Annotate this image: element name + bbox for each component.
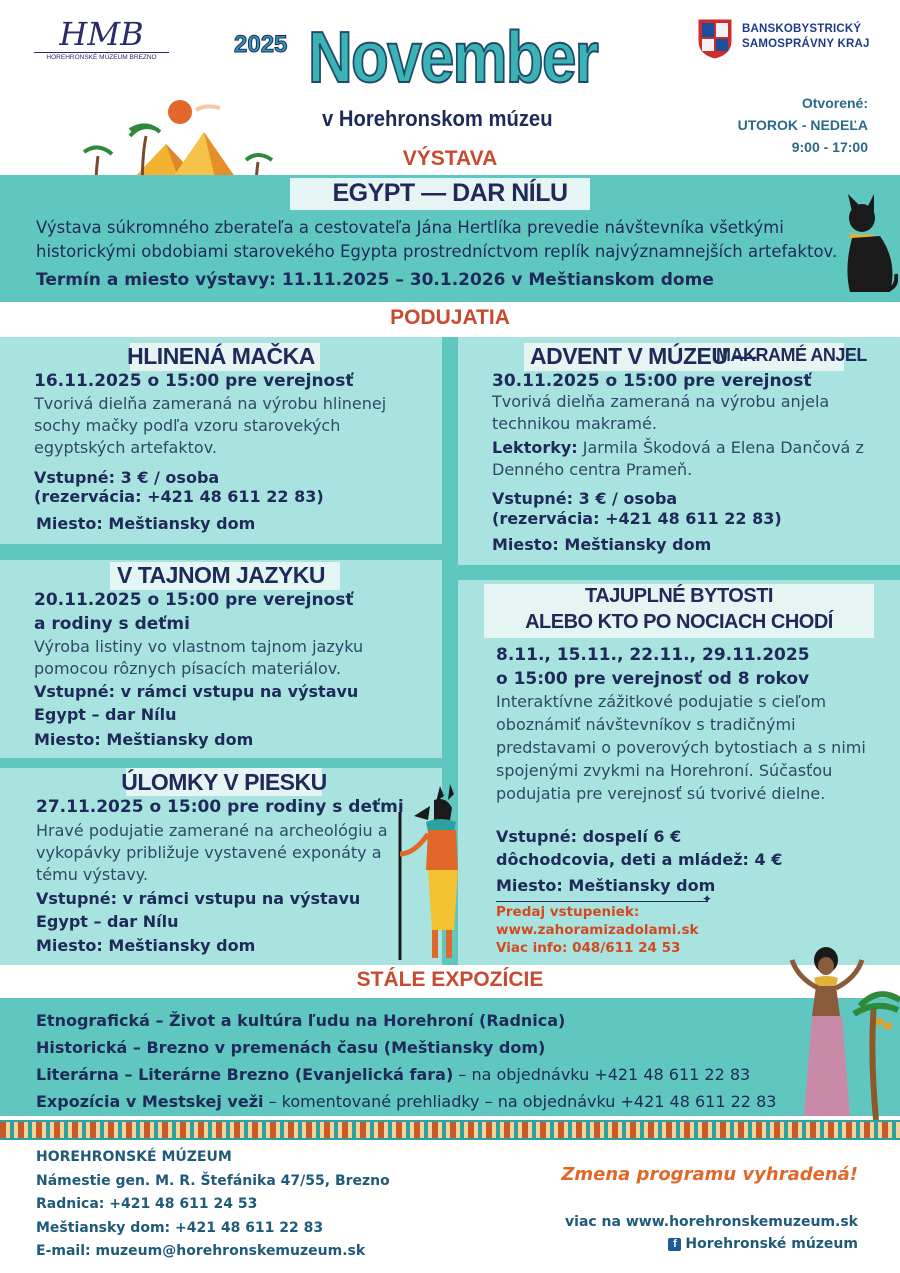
- email-link[interactable]: E-mail: muzeum@horehronskemuzeum.sk: [36, 1243, 366, 1259]
- event-price-detail: Egypt – dar Nílu: [36, 912, 179, 931]
- event-title: HLINENÁ MAČKA: [127, 343, 315, 369]
- cleopatra-illustration: [784, 944, 900, 1122]
- program-notice: Zmena programu vyhradená!: [561, 1164, 858, 1185]
- event-title: ADVENT V MÚZEU —: [530, 343, 756, 369]
- event-description: Tvorivá dielňa zameraná na výrobu anjela technikou makramé.: [492, 392, 830, 433]
- event-date: 16.11.2025 o 15:00 pre verejnosť: [34, 371, 354, 391]
- subtitle: v Horehronskom múzeu: [322, 106, 553, 131]
- month-title: November: [308, 18, 598, 98]
- event-date: 20.11.2025 o 15:00 pre verejnosť: [34, 590, 354, 610]
- permanent-item: Etnografická – Život a kultúra ľudu na Horehroní (Radnica): [36, 1011, 566, 1030]
- permanent-label: STÁLE EXPOZÍCIE: [356, 968, 544, 991]
- event-reservation: (rezervácia: +421 48 611 22 83): [492, 509, 782, 528]
- open-label: Otvorené:: [801, 95, 868, 111]
- event-lecturers: [492, 437, 892, 481]
- anubis-illustration: [392, 782, 472, 962]
- event-price: Vstupné: v rámci vstupu na výstavu: [36, 889, 361, 908]
- event-price: Vstupné: 3 € / osoba: [492, 489, 678, 508]
- museum-address: Námestie gen. M. R. Štefánika 47/55, Brezno: [36, 1172, 390, 1189]
- event-card-advent: [458, 337, 900, 565]
- event-date: 8.11., 15.11., 22.11., 29.11.2025: [496, 645, 810, 665]
- event-title: V TAJNOM JAZYKU: [116, 562, 326, 588]
- facebook-link[interactable]: [668, 1236, 858, 1252]
- permanent-list: [36, 1007, 776, 1115]
- event-card-ulomky: [0, 768, 442, 965]
- events-label: PODUJATIA: [390, 306, 510, 329]
- event-price-reduced: dôchodcovia, deti a mládež: 4 €: [496, 850, 783, 869]
- year-label: 2025: [234, 31, 288, 58]
- event-date-audience: a rodiny s deťmi: [34, 614, 190, 634]
- event-place: Miesto: Meštiansky dom: [496, 876, 716, 895]
- event-description: Tvorivá dielňa zameraná na výrobu hlinenej sochy mačky podľa vzoru starovekých egyptských artefaktov.: [34, 394, 387, 457]
- region-line2: SAMOSPRÁVNY KRAJ: [742, 38, 870, 50]
- lecturers-label: Lektorky:: [492, 438, 578, 457]
- cat-statue-illustration: [838, 192, 898, 296]
- footer-contacts: [36, 1146, 390, 1264]
- event-description: Hravé podujatie zamerané na archeológiu a vykopávky približuje vystavené exponáty a tému výstavy.: [36, 821, 388, 884]
- facebook-icon: f: [668, 1238, 681, 1251]
- event-price: Vstupné: v rámci vstupu na výstavu: [34, 682, 359, 701]
- event-date-time: o 15:00 pre verejnosť od 8 rokov: [496, 669, 810, 689]
- info-phone: Viac info: 048/611 24 53: [496, 940, 681, 956]
- event-title: TAJUPLNÉ BYTOSTI: [585, 585, 773, 607]
- hmb-logo-subtitle: HOREHRONSKÉ MÚZEUM BREZNO: [34, 52, 169, 61]
- event-place: Miesto: Meštiansky dom: [36, 936, 256, 955]
- facebook-label: Horehronské múzeum: [685, 1236, 858, 1252]
- ticket-label: Predaj vstupeniek:: [496, 904, 640, 920]
- exhibition-title: EGYPT — DAR NÍLU: [332, 179, 568, 207]
- event-price: Vstupné: 3 € / osoba: [34, 468, 220, 487]
- exhibition-term: Termín a miesto výstavy: 11.11.2025 – 30.1.2026 v Meštianskom dome: [36, 270, 714, 290]
- sun-icon: [168, 100, 192, 124]
- event-place: Miesto: Meštiansky dom: [36, 514, 256, 533]
- event-description: Interaktívne zážitkové podujatie s cieľom oboznámiť návštevníkov s tradičnými predstavami o poverových bytostiach a s nimi spojenými zvykmi na Horehroní. Súčasťou podujatia pre verejnosť sú tvorivé dielne.: [496, 692, 866, 803]
- permanent-item: Historická – Brezno v premenách času (Meštiansky dom): [36, 1038, 546, 1057]
- radnica-phone: Radnica: +421 48 611 24 53: [36, 1196, 258, 1212]
- event-reservation: (rezervácia: +421 48 611 22 83): [34, 487, 324, 506]
- event-place: Miesto: Meštiansky dom: [492, 535, 712, 554]
- event-description: Výroba listiny vo vlastnom tajnom jazyku pomocou rôznych písacích materiálov.: [34, 637, 364, 678]
- event-date: 30.11.2025 o 15:00 pre verejnosť: [492, 371, 812, 391]
- decorative-border: [0, 1120, 900, 1140]
- event-title-line2: ALEBO KTO PO NOCIACH CHODÍ: [525, 611, 833, 633]
- permanent-item: Expozícia v Mestskej veži – komentované prehliadky – na objednávku +421 48 611 22 83: [36, 1092, 777, 1111]
- event-card-bytosti: [458, 580, 900, 965]
- permanent-item: Literárna – Literárne Brezno (Evanjelická fara) – na objednávku +421 48 611 22 83: [36, 1065, 751, 1084]
- coat-of-arms-icon: [696, 17, 734, 61]
- event-price-detail: Egypt – dar Nílu: [34, 705, 177, 724]
- event-place: Miesto: Meštiansky dom: [34, 730, 254, 749]
- event-price: Vstupné: dospelí 6 €: [496, 827, 682, 846]
- event-date: 27.11.2025 o 15:00 pre rodiny s deťmi: [36, 797, 404, 817]
- open-hours: 9:00 - 17:00: [791, 139, 868, 155]
- event-title: ÚLOMKY V PIESKU: [121, 769, 327, 795]
- sparkle-icon: ✦: [702, 892, 713, 906]
- open-days: UTOROK - NEDEĽA: [737, 117, 868, 133]
- museum-name: HOREHRONSKÉ MÚZEUM: [36, 1149, 232, 1165]
- hmb-logo: [34, 15, 169, 64]
- event-title-suffix: MAKRAMÉ ANJEL: [716, 345, 867, 365]
- mestiansky-phone: Meštiansky dom: +421 48 611 22 83: [36, 1219, 324, 1236]
- region-line1: BANSKOBYSTRICKÝ: [742, 23, 862, 35]
- website-link[interactable]: viac na www.horehronskemuzeum.sk: [565, 1214, 858, 1230]
- exhibition-description: Výstava súkromného zberateľa a cestovateľa Jána Hertlíka prevedie návštevníka všetkými historickými obdobiami starovekého Egypta prostredníctvom replík najvýznamnejších artefaktov.: [36, 218, 838, 261]
- ticket-link[interactable]: www.zahoramizadolami.sk: [496, 922, 699, 938]
- event-card-jazyk: [0, 560, 442, 758]
- lecturers-names: Jarmila Škodová a Elena Dančová z Denného centra Prameň.: [492, 438, 864, 479]
- exhibition-section-label: VÝSTAVA: [402, 147, 498, 170]
- hmb-logo-text: HMB: [59, 15, 144, 53]
- region-logo: [696, 17, 886, 61]
- event-card-macka: [0, 337, 442, 544]
- divider-line: [496, 901, 708, 902]
